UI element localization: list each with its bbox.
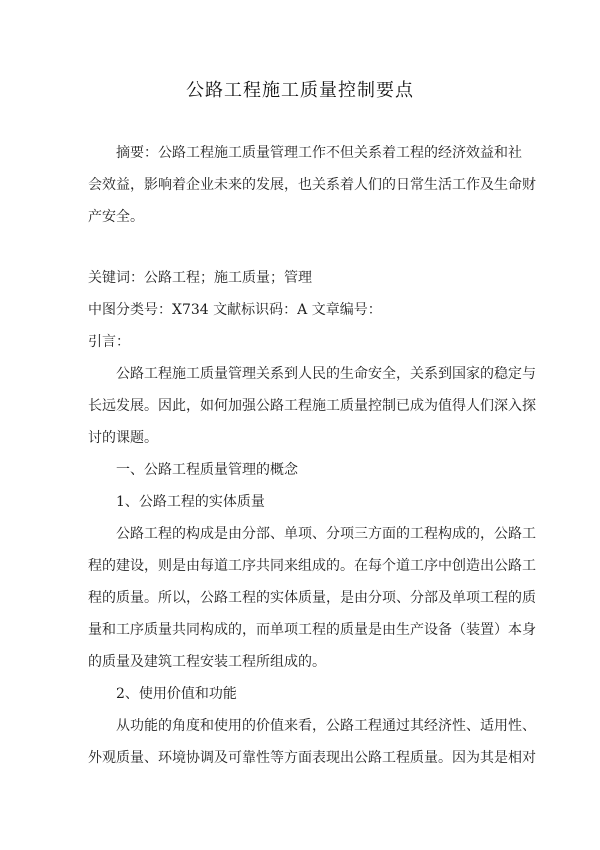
intro-label: 引言： [88, 334, 130, 350]
intro-line-1: 公路工程施工质量管理关系到人民的生命安全，关系到国家的稳定与 [116, 366, 536, 382]
subsection-2-line-1: 从功能的角度和使用的价值来看，公路工程通过其经济性、适用性、 [116, 718, 536, 734]
subsection-1-line-2: 程的建设，则是由每道工序共同来组成的。在每个道工序中创造出公路工 [88, 558, 536, 574]
subsection-2-line-2: 外观质量、环境协调及可靠性等方面表现出公路工程质量。因为其是相对 [88, 750, 536, 766]
subsection-1-line-3: 程的质量。所以，公路工程的实体质量，是由分项、分部及单项工程的质 [88, 590, 536, 606]
section-1-heading: 一、公路工程质量管理的概念 [116, 462, 298, 478]
subsection-1-line-4: 量和工序质量共同构成的，而单项工程的质量是由生产设备（装置）本身 [88, 622, 536, 638]
subsection-2-heading: 2、使用价值和功能 [116, 686, 237, 702]
subsection-1-line-5: 的质量及建筑工程安装工程所组成的。 [88, 654, 326, 670]
abstract-line-1: 摘要：公路工程施工质量管理工作不但关系着工程的经济效益和社 [116, 145, 522, 161]
abstract-line-3: 产安全。 [88, 209, 144, 225]
intro-line-2: 长远发展。因此，如何加强公路工程施工质量控制已成为值得人们深入探 [88, 398, 536, 414]
document-title: 公路工程施工质量控制要点 [186, 80, 414, 101]
classification-line: 中图分类号：X734 文献标识码：A 文章编号： [88, 302, 382, 318]
subsection-1-body [88, 518, 536, 678]
intro-paragraph [88, 358, 536, 454]
abstract-line-2: 会效益，影响着企业未来的发展，也关系着人们的日常生活工作及生命财 [88, 177, 536, 193]
subsection-1-heading: 1、公路工程的实体质量 [116, 494, 265, 510]
subsection-1-line-1: 公路工程的构成是由分部、单项、分项三方面的工程构成的，公路工 [116, 526, 536, 542]
subsection-2-body [88, 710, 536, 774]
intro-line-3: 讨的课题。 [88, 430, 158, 446]
keywords-line: 关键词：公路工程；施工质量；管理 [88, 270, 312, 286]
abstract-paragraph [88, 137, 536, 233]
